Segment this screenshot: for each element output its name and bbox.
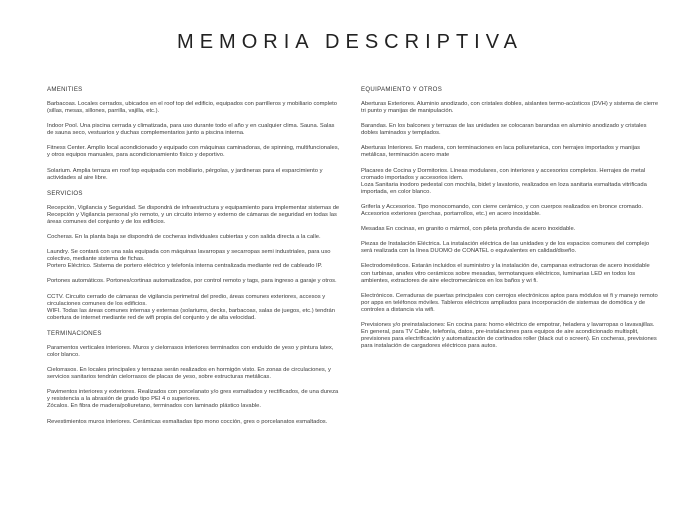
paragraph: Aberturas Exteriores. Aluminio anodizado, con cristales dobles, aislantes termo-acústicos (DVH) y sistema de cierre tri punto y manijas de manipulación. (361, 101, 659, 115)
paragraph: Indoor Pool. Una piscina cerrada y climatizada, para uso durante todo el año y en cualquier clima. Sauna. Salas de sauna seco, vestuarios y duchas complementarios junto a piscina interna. (47, 123, 335, 137)
paragraph: Grifería y Accesorios. Tipo monocomando, con cierre cerámico, y con cuerpos realizados en bronce cromado. Accesorios exteriores (perchas, portarrollos, etc.) en acero inoxidable. (361, 203, 643, 218)
paragraph: Placares de Cocina y Dormitorios. Líneas modulares, con interiores y accesorios completos. Herrajes de metal cromado importados y accesorios idem. Loza Sanitaria inodoro pedestal con mochila, bidet y lavatorio, realizados en loza sanitaria esmaltada vitrificada importada, en color blanco. (361, 167, 647, 195)
paragraph: Portones automáticos. Portones/cortinas automatizados, por control remoto y tags, para ingreso a garaje y otros. (47, 278, 337, 285)
paragraph: Barandas. En los balcones y terrazas de las unidades se colocaran barandas en aluminio anodizado y cristales dobles laminados y templados. (361, 123, 647, 137)
paragraph: Mesadas En cocinas, en granito o mármol, con pileta profunda de acero inoxidable. (361, 226, 576, 233)
left-column (47, 86, 342, 434)
section (47, 86, 342, 182)
paragraph: Revestimientos muros interiores. Cerámicas esmaltadas tipo mono cocción, gres o porcelanatos esmaltados. (47, 418, 328, 425)
page-title: MEMORIA DESCRIPTIVA (177, 31, 523, 53)
paragraph: Barbacoas. Locales cerrados, ubicados en el roof top del edificio, equipados con parrilleros y mobiliario completo (sillas, mesas, sillones, parrilla, vajilla, etc.). (47, 101, 338, 115)
section (361, 86, 659, 350)
paragraph: Solarium. Amplia terraza en roof top equipada con mobiliario, pérgolas, y jardineras para el esparcimiento y actividades al aire libre. (47, 167, 323, 181)
paragraph: Laundry. Se contará con una sala equipada con máquinas lavarropas y secarropas semi industriales, para uso colectivo, mediante sistema de fichas. Portero Eléctrico. Sistema de portero eléctrico y telefonía interna centralizada mediante red de cableado IP. (47, 249, 331, 270)
section-heading: TERMINACIONES (47, 329, 102, 337)
paragraph: Electrónicos. Cerraduras de puertas principales con cerrojos electrónicos aptos para módulos wi fi y manejo remoto por apps en teléfonos móviles. Tableros eléctricos ampliados para incorporación de sistemas de domótica y de controles a distancia vía wifi. (361, 292, 658, 313)
paragraph: Electrodomésticos. Estarán incluidos el suministro y la instalación de, campanas extractoras de acero inoxidable con turbinas, anafes vitro cerámicos sobre mesadas, termotanques eléctricos, luminarias LED en todos los ambientes, extractores de aire electromecánicos en los baños y wi fi. (361, 263, 650, 284)
paragraph: Recepción, Vigilancia y Seguridad. Se dispondrá de infraestructura y equipamiento para implementar sistemas de Recepción y Vigilancia personal y/o remoto, y un circuito interno y externo de cámaras de seguridad en todas las áreas comunes del conjunto y de los edificios. (47, 204, 340, 225)
paragraph: Fitness Center. Amplio local acondicionado y equipado con máquinas caminadoras, de spinning, multifuncionales, y otros equipos manuales, para acondicionamiento físico y deportivo. (47, 145, 340, 159)
paragraph: Paramentos verticales interiores. Muros y cielorrasos interiores terminados con enduido de yeso y pintura latex, color blanco. (47, 344, 334, 358)
paragraph: CCTV. Circuito cerrado de cámaras de vigilancia perimetral del predio, áreas comunes exteriores, accesos y circulaciones comunes de los edificios. WIFI. Todas las áreas comunes internas y externas (solariums, decks, barbacoas, salas de juegos, etc.) tendrán cobertura de internet mediante red de wifi propia del conjunto y de alta velocidad. (47, 293, 335, 321)
section-heading: AMENITIES (47, 86, 83, 93)
paragraph: Piezas de Instalación Eléctrica. La instalación eléctrica de las unidades y de los espacios comunes del complejo será realizada con la línea DUOMO de CONATEL o equivalentes en calidad/diseño. (361, 241, 650, 255)
paragraph: Cocheras. En la planta baja se dispondrá de cocheras individuales cubiertas y con salida directa a la calle. (47, 234, 321, 241)
section-heading: EQUIPAMIENTO Y OTROS (361, 86, 443, 93)
section-heading: SERVICIOS (47, 189, 83, 197)
paragraph: Previsiones y/o preinstalaciones: En cocina para: horno eléctrico de empotrar, heladera y lavarropas o lavavajillas. En general, para TV Cable, telefonía, datos, pre-instalaciones para equipos de aire acondicionado multisplit, previsiones para electrificación y automatización de cortinados roller (black out o screen). En cocheras, previsiones para instalación de cargadores eléctricos para autos. (361, 321, 657, 350)
section (47, 330, 342, 426)
right-column (361, 86, 659, 358)
paragraph: Cielorrasos. En locales principales y terrazas serán realizados en hormigón visto. En zonas de circulaciones, y servicios sanitarios tendrán cielorrasos de placas de yeso, sobre estructuras metálicas. (47, 367, 331, 381)
section (47, 190, 342, 322)
paragraph: Aberturas Interiores. En madera, con terminaciones en laca poliuretanica, con herrajes importados y manijas metálicas, terminación acero mate (361, 145, 641, 159)
paragraph: Pavimentos interiores y exteriores. Realizados con porcelanato y/o gres esmaltados y rectificados, de una dureza y resistencia a la abrasión de grado tipo PEI 4 o superiores. Zócalos. En fibra de madera/poliuretano, terminados con laminado plástico lavable. (47, 389, 339, 410)
